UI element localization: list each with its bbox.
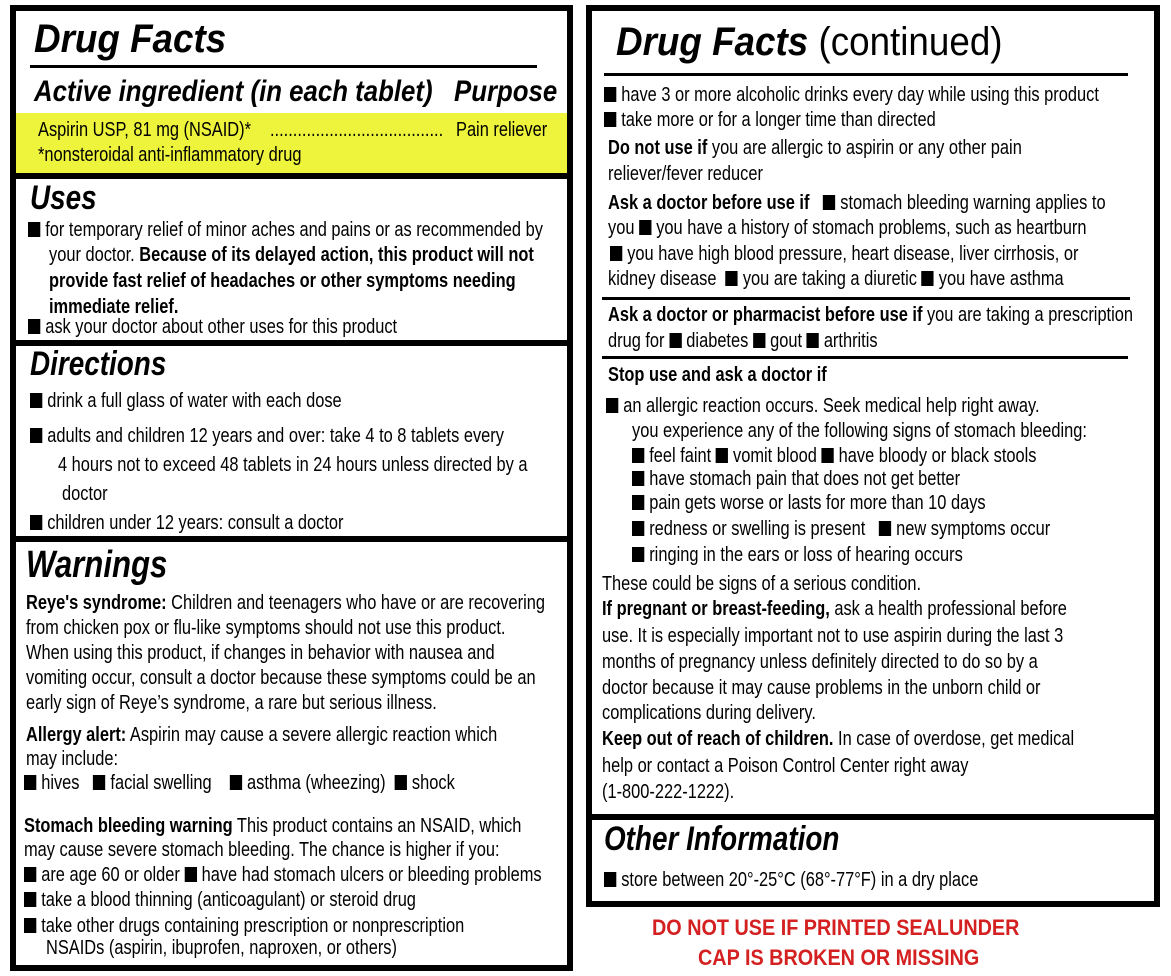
drug-facts-right-panel — [586, 5, 1160, 907]
stop-use-signs-5: ringing in the ears or loss of hearing occurs — [632, 543, 963, 567]
warning-item-alcohol: have 3 or more alcoholic drinks every day while using this product — [604, 83, 1099, 107]
pregnancy-warning: If pregnant or breast-feeding, ask a health professional before — [602, 598, 1067, 620]
title-rule — [30, 65, 537, 68]
section-rule — [602, 356, 1128, 359]
bullet-square — [726, 271, 738, 286]
drug-facts-continued-title: Drug Facts (continued) — [616, 20, 1003, 64]
bullet-square — [610, 246, 622, 261]
stomach-bleeding-item-2: take a blood thinning (anticoagulant) or steroid drug — [24, 888, 416, 912]
poison-control-phone: (1-800-222-1222). — [602, 781, 735, 803]
directions-item-2-cont2: doctor — [62, 483, 108, 505]
stop-use-signs-4: redness or swelling is present new symptoms occur — [632, 517, 1050, 541]
drug-facts-title: Drug Facts — [34, 17, 227, 61]
stomach-bleeding-item-3: take other drugs containing prescription or nonprescription — [24, 914, 464, 938]
stop-use-heading: Stop use and ask a doctor if — [608, 364, 827, 386]
uses-item-2: ask your doctor about other uses for this product — [28, 315, 397, 339]
title-rule — [604, 73, 1128, 76]
bullet-square — [807, 333, 819, 348]
warning-item-directed: take more or for a longer time than directed — [604, 108, 936, 132]
ask-doctor-before-use: Ask a doctor before use if stomach bleeding warning applies to — [608, 192, 1106, 214]
warnings-heading: Warnings — [26, 544, 168, 586]
pregnancy-line-5: complications during delivery. — [602, 702, 816, 724]
ask-doctor-line-2: you you have a history of stomach problems, such as heartburn — [608, 217, 1087, 239]
ask-doctor-line-3: you have high blood pressure, heart disease, liver cirrhosis, or — [610, 242, 1078, 266]
pregnancy-line-3: months of pregnancy unless definitely directed to do so by a — [602, 651, 1038, 673]
ingredient-leader-dots: ...................................... — [270, 119, 444, 141]
bullet-square — [821, 448, 833, 463]
seal-warning-line-2: CAP IS BROKEN OR MISSING — [698, 945, 980, 970]
bullet-square — [93, 775, 105, 790]
seal-warning-line-1: DO NOT USE IF PRINTED SEALUNDER — [652, 915, 1020, 940]
storage-instruction: store between 20°-25°C (68°-77°F) in a dry place — [604, 868, 978, 892]
allergy-symptoms: hives facial swelling asthma (wheezing) shock — [24, 771, 455, 795]
bullet-square — [604, 87, 616, 102]
section-rule — [16, 173, 567, 179]
directions-item-2: adults and children 12 years and over: take 4 to 8 tablets every — [30, 424, 504, 448]
stop-use-signs-1: feel faint vomit blood have bloody or black stools — [632, 444, 1036, 468]
reye-warning-line-2: from chicken pox or flu-like symptoms should not use this product. — [26, 617, 506, 639]
do-not-use: Do not use if you are allergic to aspirin or any other pain — [608, 137, 1022, 159]
bullet-square — [28, 222, 40, 237]
ask-doctor-line-4: kidney disease you are taking a diuretic you have asthma — [608, 268, 1064, 290]
pregnancy-line-2: use. It is especially important not to use aspirin during the last 3 — [602, 625, 1064, 647]
ingredient-footnote: *nonsteroidal anti-inflammatory drug — [38, 144, 302, 166]
bullet-square — [669, 333, 681, 348]
directions-item-3: children under 12 years: consult a doctor — [30, 511, 344, 535]
bullet-square — [632, 448, 644, 463]
bullet-square — [632, 471, 644, 486]
drug-facts-left-panel — [10, 5, 573, 971]
stop-use-signs-3: pain gets worse or lasts for more than 10 days — [632, 491, 986, 515]
bullet-square — [604, 112, 616, 127]
bullet-square — [395, 775, 407, 790]
bullet-square — [632, 495, 644, 510]
bullet-square — [606, 398, 618, 413]
bullet-square — [28, 319, 40, 334]
bullet-square — [639, 220, 651, 235]
uses-item-1-cont: your doctor. Because of its delayed action, this product will not — [49, 244, 534, 266]
stomach-bleeding-warning: Stomach bleeding warning This product contains an NSAID, which — [24, 815, 522, 837]
directions-item-2-cont: 4 hours not to exceed 48 tablets in 24 hours unless directed by a — [58, 454, 528, 476]
reye-warning-line-5: early sign of Reye’s syndrome, a rare but serious illness. — [26, 692, 437, 714]
reye-warning: Reye's syndrome: Children and teenagers who have or are recovering — [26, 592, 545, 614]
active-ingredient-heading: Active ingredient (in each tablet) — [34, 75, 433, 108]
stop-use-signs-2: have stomach pain that does not get better — [632, 467, 960, 491]
ask-doctor-pharmacist-line-2: drug for diabetes gout arthritis — [608, 330, 878, 352]
ingredient-purpose: Pain reliever — [456, 119, 548, 141]
bullet-square — [24, 867, 36, 882]
directions-item-1: drink a full glass of water with each dose — [30, 389, 342, 413]
bullet-square — [24, 892, 36, 907]
directions-heading: Directions — [30, 345, 167, 383]
keep-out-of-reach: Keep out of reach of children. In case of overdose, get medical — [602, 728, 1075, 750]
section-rule — [602, 297, 1130, 300]
bullet-square — [632, 547, 644, 562]
purpose-heading: Purpose — [454, 75, 558, 108]
serious-condition-note: These could be signs of a serious condition. — [602, 573, 922, 595]
bullet-square — [30, 428, 42, 443]
bullet-square — [184, 867, 196, 882]
uses-item-1-cont3: immediate relief. — [49, 296, 179, 318]
bullet-square — [753, 333, 765, 348]
section-rule — [16, 536, 567, 542]
bullet-square — [922, 271, 934, 286]
bullet-square — [24, 918, 36, 933]
other-information-heading: Other Information — [604, 820, 840, 858]
stomach-bleeding-item-3-cont: NSAIDs (aspirin, ibuprofen, naproxen, or others) — [46, 937, 397, 959]
uses-heading: Uses — [30, 179, 97, 217]
do-not-use-line-2: reliever/fever reducer — [608, 163, 763, 185]
reye-warning-line-3: When using this product, if changes in behavior with nausea and — [26, 642, 495, 664]
pregnancy-line-4: doctor because it may cause problems in the unborn child or — [602, 677, 1041, 699]
bullet-square — [879, 521, 891, 536]
bullet-square — [30, 515, 42, 530]
uses-item-1-cont2: provide fast relief of headaches or other symptoms needing — [49, 270, 516, 292]
bullet-square — [632, 521, 644, 536]
keep-out-line-2: help or contact a Poison Control Center right away — [602, 755, 969, 777]
bullet-square — [604, 872, 616, 887]
uses-item-1: for temporary relief of minor aches and pains or as recommended by — [28, 218, 543, 242]
ingredient-name: Aspirin USP, 81 mg (NSAID)* — [38, 119, 251, 141]
stop-use-item-2: you experience any of the following signs of stomach bleeding: — [632, 420, 1087, 442]
allergy-alert: Allergy alert: Aspirin may cause a severe allergic reaction which — [26, 724, 498, 746]
stomach-bleeding-item-1: are age 60 or older have had stomach ulcers or bleeding problems — [24, 863, 542, 887]
ask-doctor-pharmacist: Ask a doctor or pharmacist before use if you are taking a prescription — [608, 304, 1134, 326]
bullet-square — [823, 195, 835, 210]
reye-warning-line-4: vomiting occur, consult a doctor because these symptoms could be an — [26, 667, 536, 689]
bullet-square — [30, 393, 42, 408]
stomach-bleeding-line-2: may cause severe stomach bleeding. The chance is higher if you: — [24, 839, 500, 861]
allergy-alert-line-2: may include: — [26, 748, 119, 770]
bullet-square — [716, 448, 728, 463]
bullet-square — [24, 775, 36, 790]
stop-use-item-1: an allergic reaction occurs. Seek medical help right away. — [606, 394, 1039, 418]
bullet-square — [230, 775, 242, 790]
